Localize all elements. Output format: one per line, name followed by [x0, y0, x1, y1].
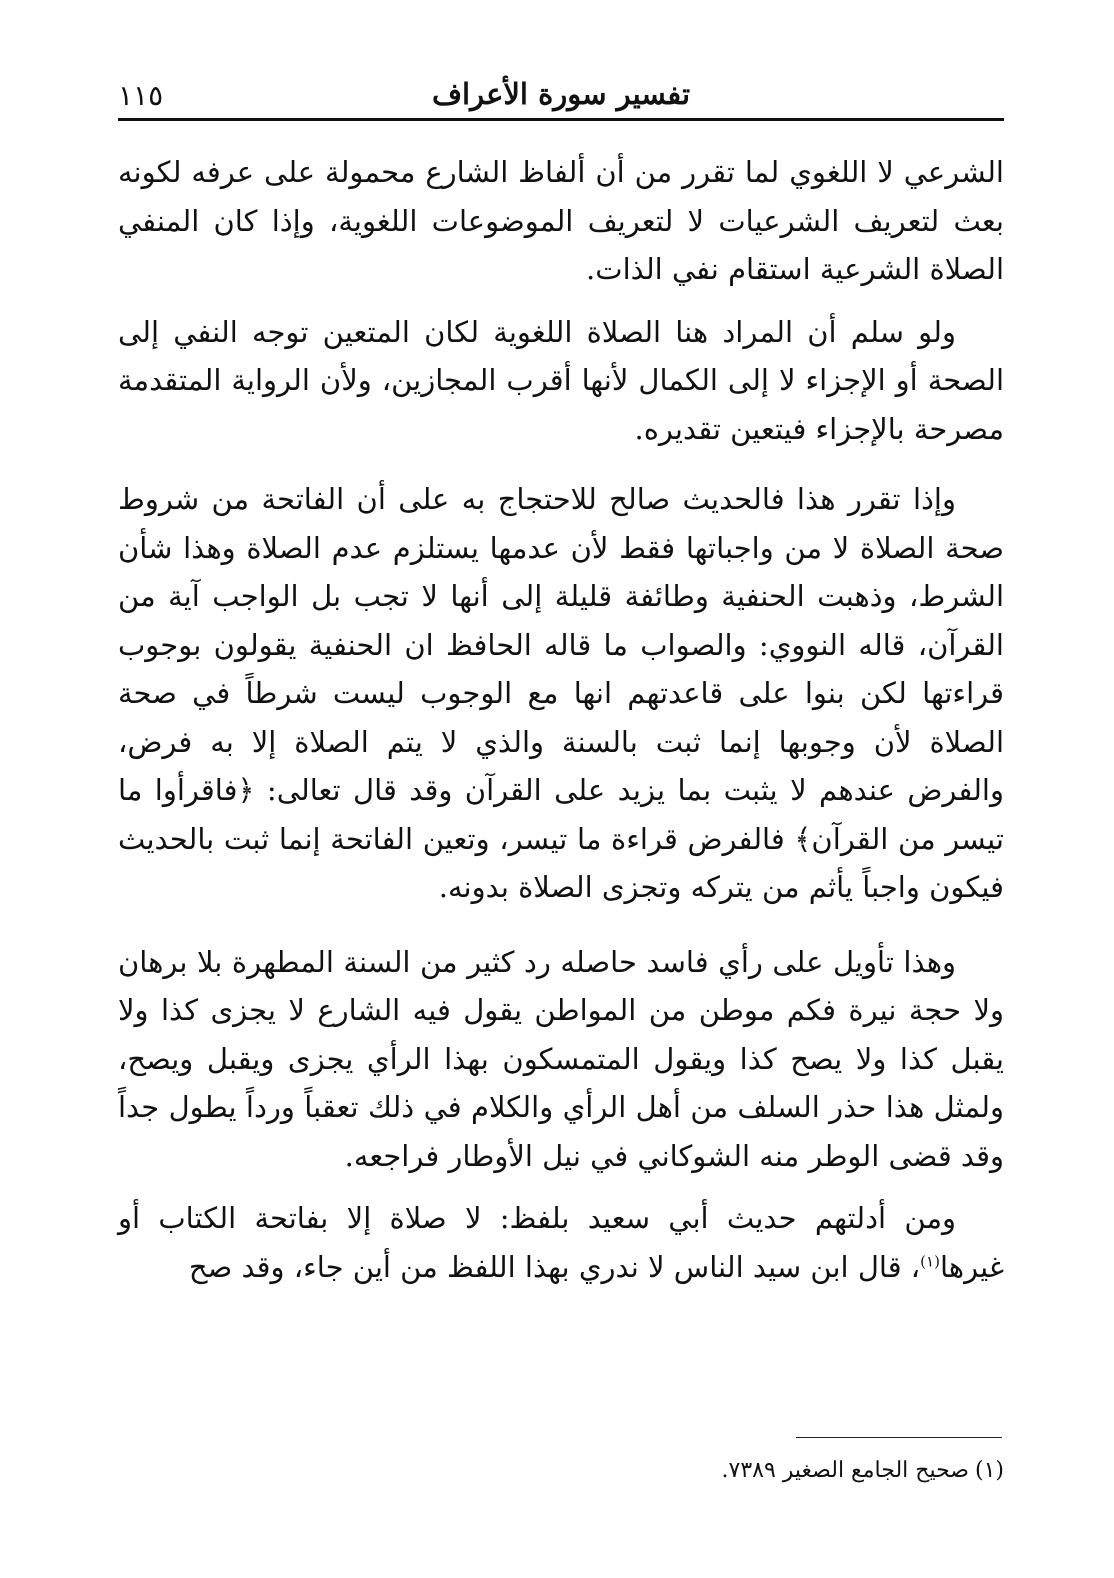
footnote-reference[interactable]: (١)	[920, 1251, 940, 1270]
footnote-number: (١)	[974, 1458, 1004, 1483]
footnote-separator	[796, 1437, 1002, 1438]
running-title: تفسير سورة الأعراف	[431, 77, 691, 111]
paragraph-4: وهذا تأويل على رأي فاسد حاصله رد كثير من السنة المطهرة بلا برهان ولا حجة نيرة فكم موطن من المواطن يقول فيه الشارع لا يجزى كذا ولا يقبل كذا ولا يصح كذا ويقول المتمسكون بهذا الرأي يجزى ويقبل ويصح، ولمثل هذا حذر السلف من أهل الرأي والكلام في ذلك تعقباً ورداً يطول جداً وقد قضى الوطر منه الشوكاني في نيل الأوطار فراجعه.	[118, 944, 1004, 1173]
page-header	[118, 72, 1004, 118]
paragraph-5-end: ، قال ابن سيد الناس لا ندري بهذا اللفظ من أين جاء، وقد صح	[188, 1249, 921, 1284]
header-rule	[118, 118, 1004, 121]
footnotes	[118, 1454, 1004, 1488]
footnote-item	[118, 1454, 1004, 1488]
paragraph-1: الشرعي لا اللغوي لما تقرر من أن ألفاظ الشارع محمولة على عرفه لكونه بعث لتعريف الشرعيات لا لتعريف الموضوعات اللغوية، وإذا كان المنفي الصلاة الشرعية استقام نفي الذات.	[118, 155, 1004, 286]
paragraph-5	[118, 1194, 1004, 1291]
paragraph-2: ولو سلم أن المراد هنا الصلاة اللغوية لكان المتعين توجه النفي إلى الصحة أو الإجزاء لا إلى الكمال لأنها أقرب المجازين، ولأن الرواية المتقدمة مصرحة بالإجزاء فيتعين تقديره.	[118, 314, 1004, 446]
footnote-text: صحيح الجامع الصغير ٧٣٨٩.	[721, 1458, 969, 1483]
paragraph-5-start: ومن أدلتهم حديث أبي سعيد بلفظ: لا صلاة إلا بفاتحة الكتاب أو غيرها	[118, 1201, 1004, 1284]
paragraph-3: وإذا تقرر هذا فالحديث صالح للاحتجاج به على أن الفاتحة من شروط صحة الصلاة لا من واجباتها فقط لأن عدمها يستلزم عدم الصلاة وهذا شأن الشرط، وذهبت الحنفية وطائفة قليلة إلى أنها لا تجب بل الواجب آية من القرآن، قاله النووي: والصواب ما قاله الحافظ ان الحنفية يقولون بوجوب قراءتها لكن بنوا على قاعدتهم انها مع الوجوب ليست شرطاً في صحة الصلاة لأن وجوبها إنما ثبت بالسنة والذي لا يتم الصلاة إلا به فرض، والفرض عندهم لا يثبت بما يزيد على القرآن وقد قال تعالى: ﴿فاقرأوا ما تيسر من القرآن﴾ فالفرض قراءة ما تيسر، وتعين الفاتحة إنما ثبت بالحديث فيكون واجباً يأثم من يتركه وتجزى الصلاة بدونه.	[118, 482, 1004, 904]
page-number: ١١٥	[118, 79, 164, 112]
main-text	[118, 148, 1004, 1291]
